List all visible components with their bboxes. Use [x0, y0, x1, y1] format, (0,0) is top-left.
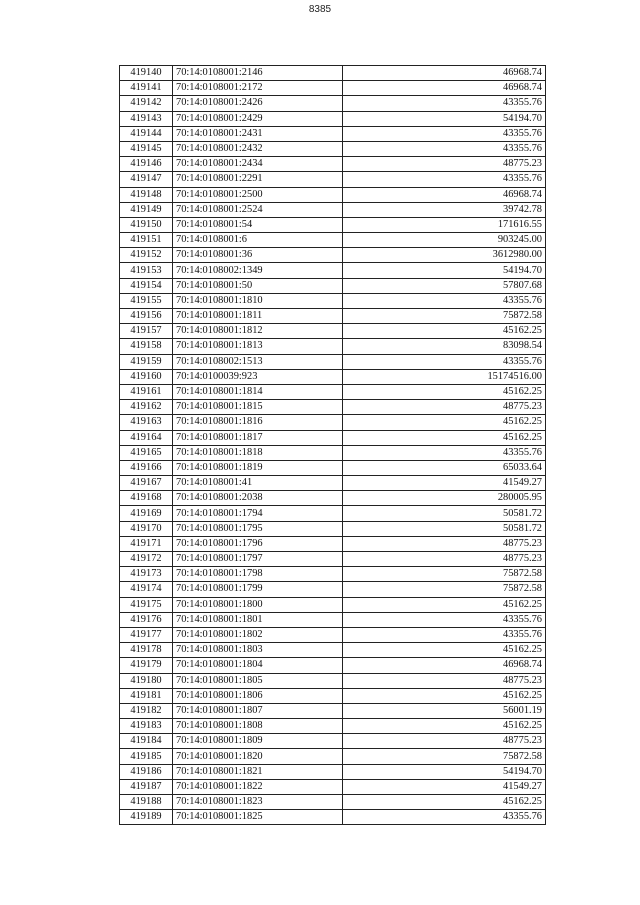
cadastral-number-cell: 70:14:0108001:1823 [173, 795, 343, 810]
cadastral-number-cell: 70:14:0108001:1818 [173, 445, 343, 460]
table-row [120, 597, 546, 612]
table-row [120, 157, 546, 172]
row-id-cell: 419142 [120, 96, 173, 111]
table-row [120, 278, 546, 293]
cadastral-number-cell: 70:14:0108001:1821 [173, 764, 343, 779]
table-row [120, 263, 546, 278]
cadastral-number-cell: 70:14:0108001:2426 [173, 96, 343, 111]
table-row [120, 354, 546, 369]
table-row [120, 491, 546, 506]
value-cell: 43355.76 [343, 96, 546, 111]
value-cell: 3612980.00 [343, 248, 546, 263]
row-id-cell: 419188 [120, 795, 173, 810]
cadastral-number-cell: 70:14:0108001:1805 [173, 673, 343, 688]
value-cell: 45162.25 [343, 415, 546, 430]
cadastral-number-cell: 70:14:0108001:2146 [173, 66, 343, 81]
table-row [120, 369, 546, 384]
value-cell: 43355.76 [343, 810, 546, 825]
row-id-cell: 419189 [120, 810, 173, 825]
cadastral-number-cell: 70:14:0108001:1820 [173, 749, 343, 764]
row-id-cell: 419184 [120, 734, 173, 749]
cadastral-number-cell: 70:14:0100039:923 [173, 369, 343, 384]
table-row [120, 521, 546, 536]
cadastral-number-cell: 70:14:0108001:50 [173, 278, 343, 293]
row-id-cell: 419151 [120, 233, 173, 248]
value-cell: 45162.25 [343, 688, 546, 703]
cadastral-number-cell: 70:14:0108001:1796 [173, 536, 343, 551]
value-cell: 45162.25 [343, 384, 546, 399]
value-cell: 48775.23 [343, 673, 546, 688]
row-id-cell: 419164 [120, 430, 173, 445]
row-id-cell: 419187 [120, 779, 173, 794]
value-cell: 45162.25 [343, 719, 546, 734]
row-id-cell: 419163 [120, 415, 173, 430]
cadastral-number-cell: 70:14:0108001:2172 [173, 81, 343, 96]
row-id-cell: 419150 [120, 217, 173, 232]
cadastral-number-cell: 70:14:0108001:1825 [173, 810, 343, 825]
row-id-cell: 419159 [120, 354, 173, 369]
cadastral-number-cell: 70:14:0108001:2500 [173, 187, 343, 202]
table-row [120, 248, 546, 263]
row-id-cell: 419147 [120, 172, 173, 187]
page-number: 8385 [308, 4, 332, 15]
table-row [120, 430, 546, 445]
table-row [120, 658, 546, 673]
cadastral-number-cell: 70:14:0108001:1797 [173, 552, 343, 567]
row-id-cell: 419165 [120, 445, 173, 460]
cadastral-number-cell: 70:14:0108002:1349 [173, 263, 343, 278]
table-row [120, 719, 546, 734]
value-cell: 75872.58 [343, 309, 546, 324]
row-id-cell: 419143 [120, 111, 173, 126]
value-cell: 54194.70 [343, 764, 546, 779]
row-id-cell: 419146 [120, 157, 173, 172]
cadastral-number-cell: 70:14:0108001:2038 [173, 491, 343, 506]
value-cell: 45162.25 [343, 430, 546, 445]
row-id-cell: 419178 [120, 643, 173, 658]
table-body [120, 66, 546, 825]
row-id-cell: 419149 [120, 202, 173, 217]
table-row [120, 673, 546, 688]
value-cell: 41549.27 [343, 476, 546, 491]
value-cell: 50581.72 [343, 506, 546, 521]
value-cell: 171616.55 [343, 217, 546, 232]
value-cell: 43355.76 [343, 172, 546, 187]
table-row [120, 506, 546, 521]
cadastral-number-cell: 70:14:0108001:2524 [173, 202, 343, 217]
table-row [120, 795, 546, 810]
table-row [120, 172, 546, 187]
row-id-cell: 419182 [120, 703, 173, 718]
row-id-cell: 419177 [120, 627, 173, 642]
value-cell: 46968.74 [343, 187, 546, 202]
value-cell: 39742.78 [343, 202, 546, 217]
row-id-cell: 419174 [120, 582, 173, 597]
value-cell: 43355.76 [343, 612, 546, 627]
table-row [120, 400, 546, 415]
table-row [120, 187, 546, 202]
value-cell: 903245.00 [343, 233, 546, 248]
table-row [120, 445, 546, 460]
cadastral-number-cell: 70:14:0108001:1822 [173, 779, 343, 794]
row-id-cell: 419169 [120, 506, 173, 521]
value-cell: 54194.70 [343, 263, 546, 278]
table-row [120, 734, 546, 749]
cadastral-number-cell: 70:14:0108001:2429 [173, 111, 343, 126]
row-id-cell: 419171 [120, 536, 173, 551]
row-id-cell: 419167 [120, 476, 173, 491]
row-id-cell: 419183 [120, 719, 173, 734]
table-row [120, 627, 546, 642]
value-cell: 57807.68 [343, 278, 546, 293]
row-id-cell: 419181 [120, 688, 173, 703]
value-cell: 45162.25 [343, 795, 546, 810]
row-id-cell: 419173 [120, 567, 173, 582]
row-id-cell: 419161 [120, 384, 173, 399]
table-row [120, 293, 546, 308]
table-row [120, 460, 546, 475]
table-row [120, 749, 546, 764]
table-row [120, 96, 546, 111]
table-row [120, 536, 546, 551]
value-cell: 48775.23 [343, 552, 546, 567]
cadastral-table [119, 65, 546, 825]
value-cell: 43355.76 [343, 627, 546, 642]
table-row [120, 567, 546, 582]
row-id-cell: 419154 [120, 278, 173, 293]
value-cell: 46968.74 [343, 658, 546, 673]
value-cell: 43355.76 [343, 293, 546, 308]
table-row [120, 384, 546, 399]
cadastral-number-cell: 70:14:0108001:1808 [173, 719, 343, 734]
cadastral-number-cell: 70:14:0108001:1795 [173, 521, 343, 536]
cadastral-number-cell: 70:14:0108001:1794 [173, 506, 343, 521]
cadastral-number-cell: 70:14:0108001:1815 [173, 400, 343, 415]
row-id-cell: 419170 [120, 521, 173, 536]
row-id-cell: 419175 [120, 597, 173, 612]
cadastral-number-cell: 70:14:0108001:1799 [173, 582, 343, 597]
value-cell: 43355.76 [343, 126, 546, 141]
table-row [120, 582, 546, 597]
row-id-cell: 419158 [120, 339, 173, 354]
cadastral-number-cell: 70:14:0108001:1811 [173, 309, 343, 324]
cadastral-number-cell: 70:14:0108001:1814 [173, 384, 343, 399]
value-cell: 41549.27 [343, 779, 546, 794]
table-row [120, 779, 546, 794]
table-row [120, 810, 546, 825]
value-cell: 48775.23 [343, 536, 546, 551]
cadastral-number-cell: 70:14:0108001:1804 [173, 658, 343, 673]
table-row [120, 141, 546, 156]
cadastral-number-cell: 70:14:0108001:1816 [173, 415, 343, 430]
value-cell: 54194.70 [343, 111, 546, 126]
table-row [120, 111, 546, 126]
value-cell: 65033.64 [343, 460, 546, 475]
cadastral-number-cell: 70:14:0108001:2432 [173, 141, 343, 156]
value-cell: 46968.74 [343, 81, 546, 96]
cadastral-number-cell: 70:14:0108001:1798 [173, 567, 343, 582]
cadastral-number-cell: 70:14:0108001:1812 [173, 324, 343, 339]
cadastral-number-cell: 70:14:0108001:1800 [173, 597, 343, 612]
table-row [120, 81, 546, 96]
cadastral-number-cell: 70:14:0108001:1802 [173, 627, 343, 642]
value-cell: 50581.72 [343, 521, 546, 536]
row-id-cell: 419156 [120, 309, 173, 324]
value-cell: 75872.58 [343, 582, 546, 597]
table-row [120, 217, 546, 232]
table-row [120, 612, 546, 627]
row-id-cell: 419148 [120, 187, 173, 202]
table-row [120, 476, 546, 491]
value-cell: 43355.76 [343, 141, 546, 156]
row-id-cell: 419152 [120, 248, 173, 263]
cadastral-number-cell: 70:14:0108001:54 [173, 217, 343, 232]
value-cell: 48775.23 [343, 400, 546, 415]
cadastral-number-cell: 70:14:0108001:1806 [173, 688, 343, 703]
table-row [120, 703, 546, 718]
row-id-cell: 419179 [120, 658, 173, 673]
table-row [120, 643, 546, 658]
value-cell: 43355.76 [343, 445, 546, 460]
table-row [120, 233, 546, 248]
table-row [120, 552, 546, 567]
table-row [120, 66, 546, 81]
value-cell: 43355.76 [343, 354, 546, 369]
row-id-cell: 419168 [120, 491, 173, 506]
value-cell: 48775.23 [343, 734, 546, 749]
row-id-cell: 419162 [120, 400, 173, 415]
value-cell: 75872.58 [343, 567, 546, 582]
row-id-cell: 419160 [120, 369, 173, 384]
cadastral-number-cell: 70:14:0108001:1801 [173, 612, 343, 627]
cadastral-number-cell: 70:14:0108001:1809 [173, 734, 343, 749]
row-id-cell: 419145 [120, 141, 173, 156]
table-row [120, 324, 546, 339]
table-row [120, 309, 546, 324]
row-id-cell: 419172 [120, 552, 173, 567]
row-id-cell: 419153 [120, 263, 173, 278]
table-row [120, 126, 546, 141]
cadastral-number-cell: 70:14:0108001:2291 [173, 172, 343, 187]
value-cell: 56001.19 [343, 703, 546, 718]
cadastral-number-cell: 70:14:0108001:1819 [173, 460, 343, 475]
table-row [120, 339, 546, 354]
row-id-cell: 419166 [120, 460, 173, 475]
cadastral-number-cell: 70:14:0108001:1807 [173, 703, 343, 718]
row-id-cell: 419155 [120, 293, 173, 308]
value-cell: 45162.25 [343, 324, 546, 339]
table-row [120, 688, 546, 703]
row-id-cell: 419157 [120, 324, 173, 339]
row-id-cell: 419140 [120, 66, 173, 81]
row-id-cell: 419185 [120, 749, 173, 764]
table-row [120, 415, 546, 430]
value-cell: 280005.95 [343, 491, 546, 506]
row-id-cell: 419186 [120, 764, 173, 779]
cadastral-number-cell: 70:14:0108001:2431 [173, 126, 343, 141]
cadastral-number-cell: 70:14:0108001:1810 [173, 293, 343, 308]
value-cell: 46968.74 [343, 66, 546, 81]
cadastral-number-cell: 70:14:0108001:1813 [173, 339, 343, 354]
row-id-cell: 419141 [120, 81, 173, 96]
value-cell: 48775.23 [343, 157, 546, 172]
row-id-cell: 419144 [120, 126, 173, 141]
table-row [120, 764, 546, 779]
row-id-cell: 419180 [120, 673, 173, 688]
cadastral-number-cell: 70:14:0108001:41 [173, 476, 343, 491]
value-cell: 45162.25 [343, 643, 546, 658]
cadastral-number-cell: 70:14:0108001:2434 [173, 157, 343, 172]
cadastral-number-cell: 70:14:0108002:1513 [173, 354, 343, 369]
row-id-cell: 419176 [120, 612, 173, 627]
cadastral-number-cell: 70:14:0108001:1817 [173, 430, 343, 445]
value-cell: 15174516.00 [343, 369, 546, 384]
cadastral-number-cell: 70:14:0108001:36 [173, 248, 343, 263]
cadastral-number-cell: 70:14:0108001:6 [173, 233, 343, 248]
value-cell: 83098.54 [343, 339, 546, 354]
cadastral-number-cell: 70:14:0108001:1803 [173, 643, 343, 658]
value-cell: 45162.25 [343, 597, 546, 612]
value-cell: 75872.58 [343, 749, 546, 764]
table-row [120, 202, 546, 217]
